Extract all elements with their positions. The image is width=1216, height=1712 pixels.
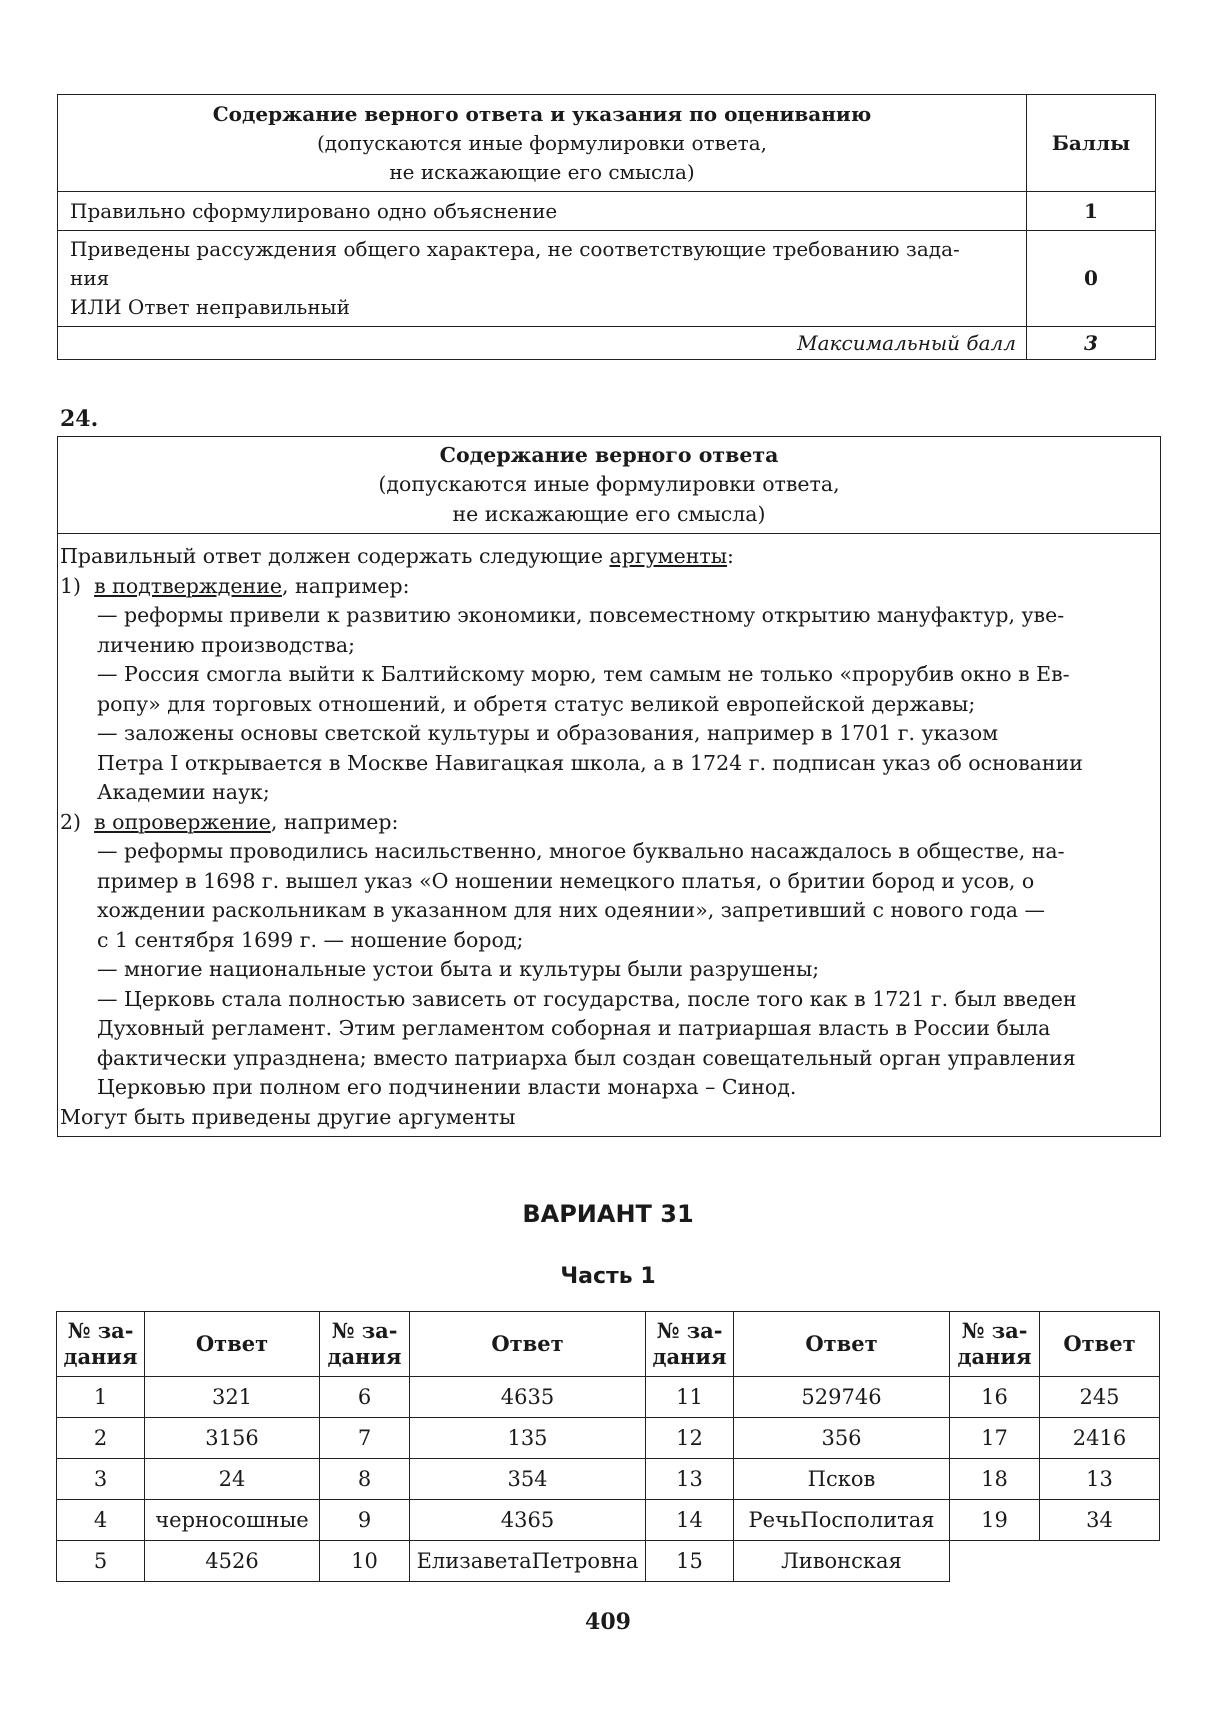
intro-text: Правильный ответ должен содержать следующие <box>60 544 610 568</box>
answer-cell: 245 <box>1040 1377 1160 1418</box>
answer-cell: 3156 <box>145 1418 320 1459</box>
answer-body <box>58 534 1161 1137</box>
grid-header-answer: Ответ <box>410 1312 646 1377</box>
answer-item-1-heading <box>60 572 1158 602</box>
criterion-line: Приведены рассуждения общего характера, не соответствующие требованию зада- <box>70 237 960 261</box>
task-number-cell: 17 <box>950 1418 1040 1459</box>
intro-underlined: аргументы <box>609 544 728 568</box>
grid-header-num-line1: № за- <box>961 1318 1028 1343</box>
answers-grid-table <box>56 1311 1160 1582</box>
item-label: в подтверждение <box>94 573 282 598</box>
grid-header-num <box>57 1312 145 1377</box>
answer-cell: ЕлизаветаПетровна <box>410 1541 646 1582</box>
grid-header-num-line1: № за- <box>331 1318 398 1343</box>
grid-header-num-line2: дания <box>652 1344 727 1369</box>
scoring-criterion <box>58 192 1027 231</box>
grid-header-num-line2: дания <box>327 1344 402 1369</box>
answer-line: личению производства; <box>97 632 356 657</box>
answer-line: с 1 сентября 1699 г. — ношение бород; <box>97 927 524 952</box>
page-number: 409 <box>585 1609 631 1635</box>
scoring-header-content <box>58 95 1027 192</box>
answer-intro <box>60 542 1158 572</box>
answer-cell: 529746 <box>734 1377 950 1418</box>
answer-line: Церковью при полном его подчинении власти монарха – Синод. <box>97 1075 797 1099</box>
answer-cell: 4526 <box>145 1541 320 1582</box>
answer-line: — заложены основы светской культуры и образования, например в 1701 г. указом <box>97 721 999 745</box>
task-number: 24. <box>60 406 99 432</box>
answer-line: фактически упразднена; вместо патриарха был создан совещательный орган управления <box>97 1045 1076 1070</box>
answer-line: — реформы привели к развитию экономики, повсеместному открытию мануфактур, уве- <box>97 603 1065 627</box>
answer-item-1-list <box>60 601 1158 808</box>
task-number-cell: 14 <box>646 1500 734 1541</box>
answer-cell: 4635 <box>410 1377 646 1418</box>
grid-header-num-line2: дания <box>63 1344 138 1369</box>
item-label: в опровержение <box>94 809 271 834</box>
answer-cell: 321 <box>145 1377 320 1418</box>
answer-table <box>57 436 1161 1137</box>
answer-line: — Церковь стала полностью зависеть от государства, после того как в 1721 г. был введен <box>97 986 1077 1011</box>
answer-line: пример в 1698 г. вышел указ «О ношении немецкого платья, о бритии бород и усов, о <box>97 868 1035 893</box>
task-number-cell: 8 <box>320 1459 410 1500</box>
item-number: 1) <box>60 573 82 598</box>
item-number: 2) <box>60 809 82 834</box>
answer-header-main: Содержание верного ответа <box>439 442 779 467</box>
answer-item-2-list <box>60 837 1158 1103</box>
task-number-cell: 9 <box>320 1500 410 1541</box>
answer-line: хождении раскольникам в указанном для них одеянии», запретивший с нового года — <box>97 898 1045 922</box>
task-number-cell: 12 <box>646 1418 734 1459</box>
scoring-table <box>57 94 1156 360</box>
criterion-line: Правильно сформулировано одно объяснение <box>70 198 558 223</box>
grid-header-answer: Ответ <box>1040 1312 1160 1377</box>
task-number-cell: 16 <box>950 1377 1040 1418</box>
scoring-points: 0 <box>1027 231 1156 327</box>
grid-header-num <box>646 1312 734 1377</box>
answer-cell: Псков <box>734 1459 950 1500</box>
answer-table-body <box>58 534 1161 1137</box>
scoring-row <box>58 192 1156 231</box>
answer-cell: РечьПосполитая <box>734 1500 950 1541</box>
task-number-cell: 7 <box>320 1418 410 1459</box>
answers-grid-row <box>57 1377 1160 1418</box>
answer-closing: Могут быть приведены другие аргументы <box>60 1104 516 1129</box>
answer-item-2-heading <box>60 808 1158 838</box>
task-number-cell: 5 <box>57 1541 145 1582</box>
grid-header-answer: Ответ <box>145 1312 320 1377</box>
scoring-header-points: Баллы <box>1027 95 1156 192</box>
task-number-cell: 6 <box>320 1377 410 1418</box>
task-number-cell: 15 <box>646 1541 734 1582</box>
scoring-points: 1 <box>1027 192 1156 231</box>
grid-header-num-line2: дания <box>957 1344 1032 1369</box>
answer-cell: 354 <box>410 1459 646 1500</box>
grid-header-num-line1: № за- <box>67 1318 134 1343</box>
max-score-value: 3 <box>1027 327 1156 360</box>
grid-header-answer: Ответ <box>734 1312 950 1377</box>
answer-line: ропу» для торговых отношений, и обретя статус великой европейской державы; <box>97 691 976 716</box>
task-number-cell: 11 <box>646 1377 734 1418</box>
grid-header-num-line1: № за- <box>656 1318 723 1343</box>
answer-line: — многие национальные устои быта и культуры были разрушены; <box>97 957 820 981</box>
answer-cell: 34 <box>1040 1500 1160 1541</box>
answer-cell: 24 <box>145 1459 320 1500</box>
answer-line: Петра I открывается в Москве Навигацкая школа, а в 1724 г. подписан указ об основании <box>97 750 1083 775</box>
criterion-line: ИЛИ Ответ неправильный <box>70 295 350 319</box>
answer-cell: черносошные <box>145 1500 320 1541</box>
answer-table-header <box>58 437 1161 534</box>
scoring-row <box>58 231 1156 327</box>
max-score-label: Максимальный балл <box>58 327 1027 360</box>
task-number-cell: 4 <box>57 1500 145 1541</box>
task-number-cell: 2 <box>57 1418 145 1459</box>
answers-grid-row <box>57 1541 1160 1582</box>
variant-title: ВАРИАНТ 31 <box>522 1200 694 1228</box>
answers-grid-row <box>57 1500 1160 1541</box>
task-number-cell: 10 <box>320 1541 410 1582</box>
answer-cell: 4365 <box>410 1500 646 1541</box>
answer-cell: 356 <box>734 1418 950 1459</box>
answer-header-sub2: не искажающие его смысла) <box>452 501 766 526</box>
answer-line: — реформы проводились насильственно, многое буквально насаждалось в обществе, на- <box>97 839 1065 863</box>
answers-grid-row <box>57 1459 1160 1500</box>
scoring-header-sub2: не искажающие его смысла) <box>389 159 695 184</box>
scoring-max-row <box>58 327 1156 360</box>
empty-cell <box>950 1541 1040 1582</box>
intro-end: : <box>727 544 734 568</box>
item-label-rest: , например: <box>270 809 399 834</box>
answer-header-sub1: (допускаются иные формулировки ответа, <box>378 472 840 497</box>
empty-cell <box>1040 1541 1160 1582</box>
answer-line: Духовный регламент. Этим регламентом соборная и патриаршая власть в России была <box>97 1016 1051 1040</box>
answer-cell: 13 <box>1040 1459 1160 1500</box>
answer-header-content <box>58 437 1161 534</box>
grid-header-num <box>320 1312 410 1377</box>
item-label-rest: , например: <box>282 573 410 598</box>
answer-cell: Ливонская <box>734 1541 950 1582</box>
answers-grid-row <box>57 1418 1160 1459</box>
task-number-cell: 18 <box>950 1459 1040 1500</box>
criterion-line: ния <box>70 266 110 290</box>
answer-line: Академии наук; <box>97 780 270 804</box>
scoring-criterion <box>58 231 1027 327</box>
answer-cell: 2416 <box>1040 1418 1160 1459</box>
task-number-cell: 3 <box>57 1459 145 1500</box>
task-number-cell: 1 <box>57 1377 145 1418</box>
scoring-table-header <box>58 95 1156 192</box>
scoring-header-sub1: (допускаются иные формулировки ответа, <box>317 130 767 155</box>
grid-header-num <box>950 1312 1040 1377</box>
task-number-cell: 13 <box>646 1459 734 1500</box>
answer-line: — Россия смогла выйти к Балтийскому морю, тем самым не только «прорубив окно в Ев- <box>97 662 1070 686</box>
scoring-header-main: Содержание верного ответа и указания по оцениванию <box>212 101 872 126</box>
part-title: Часть 1 <box>560 1264 656 1289</box>
answer-cell: 135 <box>410 1418 646 1459</box>
answers-grid-header <box>57 1312 1160 1377</box>
task-number-cell: 19 <box>950 1500 1040 1541</box>
